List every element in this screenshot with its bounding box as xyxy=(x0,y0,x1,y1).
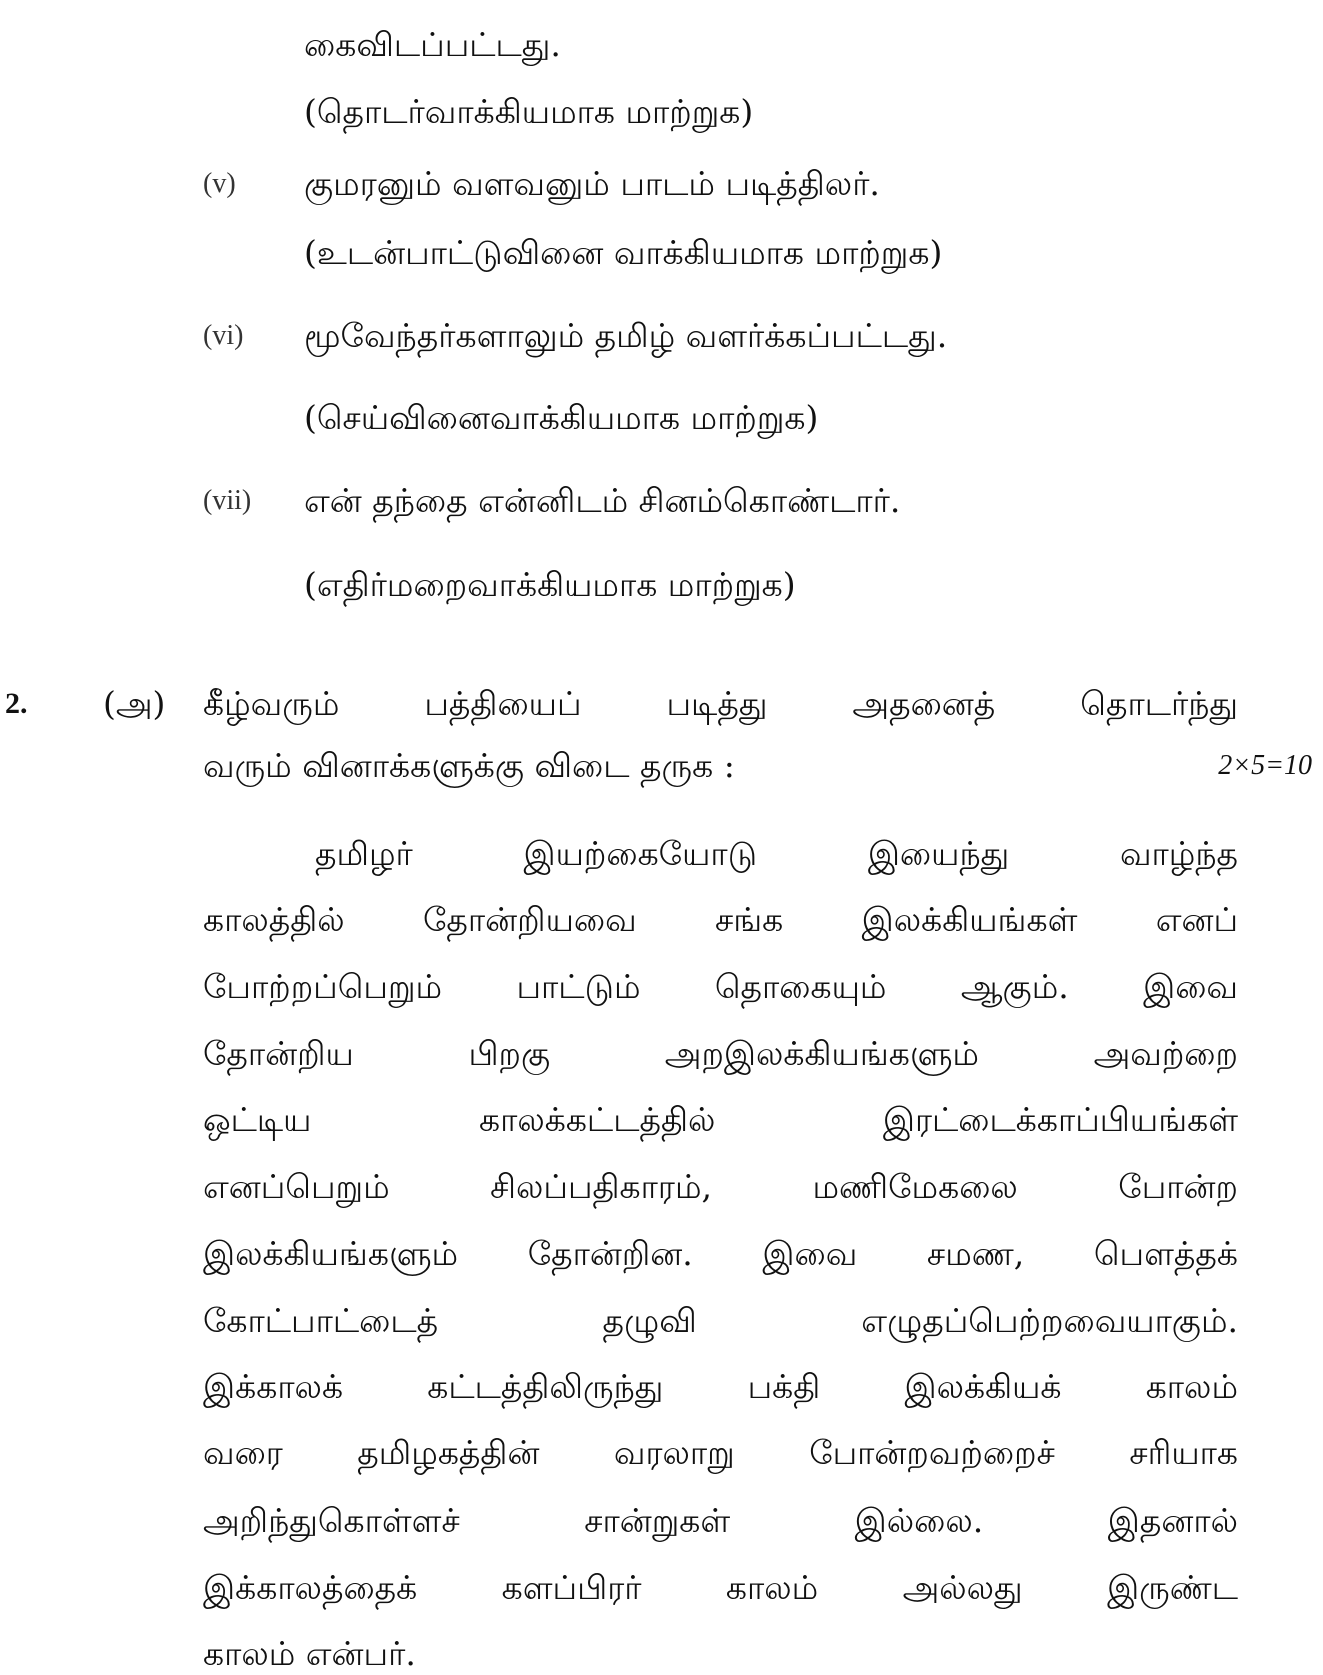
passage-line: ஒட்டிய காலக்கட்டத்தில் இரட்டைக்காப்பியங்கள் xyxy=(203,1100,1238,1139)
question-instruction-line2: வரும் வினாக்களுக்கு விடை தருக : xyxy=(203,746,735,785)
item-iv-instruction: (தொடர்வாக்கியமாக மாற்றுக) xyxy=(304,92,754,131)
passage-line: எனப்பெறும் சிலப்பதிகாரம், மணிமேகலை போன்ற xyxy=(203,1167,1238,1206)
item-v-instruction: (உடன்பாட்டுவினை வாக்கியமாக மாற்றுக) xyxy=(304,233,943,272)
item-v-sentence: குமரனும் வளவனும் பாடம் படித்திலர். xyxy=(304,164,880,203)
passage-line: காலத்தில் தோன்றியவை சங்க இலக்கியங்கள் எனப் xyxy=(203,900,1238,939)
item-v-label: (v) xyxy=(203,168,236,199)
passage-line: இக்காலத்தைக் களப்பிரர் காலம் அல்லது இருண்ட xyxy=(203,1568,1238,1607)
passage-line: வரை தமிழகத்தின் வரலாறு போன்றவற்றைச் சரியாக xyxy=(203,1433,1238,1472)
passage-line: இக்காலக் கட்டத்திலிருந்து பக்தி இலக்கியக் காலம் xyxy=(203,1367,1238,1406)
item-vii-instruction: (எதிர்மறைவாக்கியமாக மாற்றுக) xyxy=(304,565,796,604)
item-vii-label: (vii) xyxy=(203,485,252,516)
item-vi-sentence: மூவேந்தர்களாலும் தமிழ் வளர்க்கப்பட்டது. xyxy=(304,316,948,355)
passage-line: கோட்பாட்டைத் தழுவி எழுதப்பெற்றவையாகும். xyxy=(203,1301,1238,1340)
item-iv-sentence: கைவிடப்பட்டது. xyxy=(304,25,561,64)
marks-allocation: 2×5=10 xyxy=(1218,750,1312,781)
passage-line: இலக்கியங்களும் தோன்றின. இவை சமண, பௌத்தக் xyxy=(203,1234,1238,1273)
question-number: 2. xyxy=(5,687,28,720)
passage-line: போற்றப்பெறும் பாட்டும் தொகையும் ஆகும். இவை xyxy=(203,967,1238,1006)
passage-line: தமிழர் இயற்கையோடு இயைந்து வாழ்ந்த xyxy=(315,834,1238,873)
passage-line: அறிந்துகொள்ளச் சான்றுகள் இல்லை. இதனால் xyxy=(203,1501,1238,1540)
passage-line: காலம் என்பர். xyxy=(203,1634,416,1673)
item-vii-sentence: என் தந்தை என்னிடம் சினம்கொண்டார். xyxy=(304,481,901,520)
item-vi-label: (vi) xyxy=(203,320,244,351)
question-part-label: (அ) xyxy=(103,684,166,723)
question-instruction-line1: கீழ்வரும் பத்தியைப் படித்து அதனைத் தொடர்ந்து xyxy=(203,684,1238,723)
item-vi-instruction: (செய்வினைவாக்கியமாக மாற்றுக) xyxy=(304,398,819,437)
passage-line: தோன்றிய பிறகு அறஇலக்கியங்களும் அவற்றை xyxy=(203,1034,1238,1073)
